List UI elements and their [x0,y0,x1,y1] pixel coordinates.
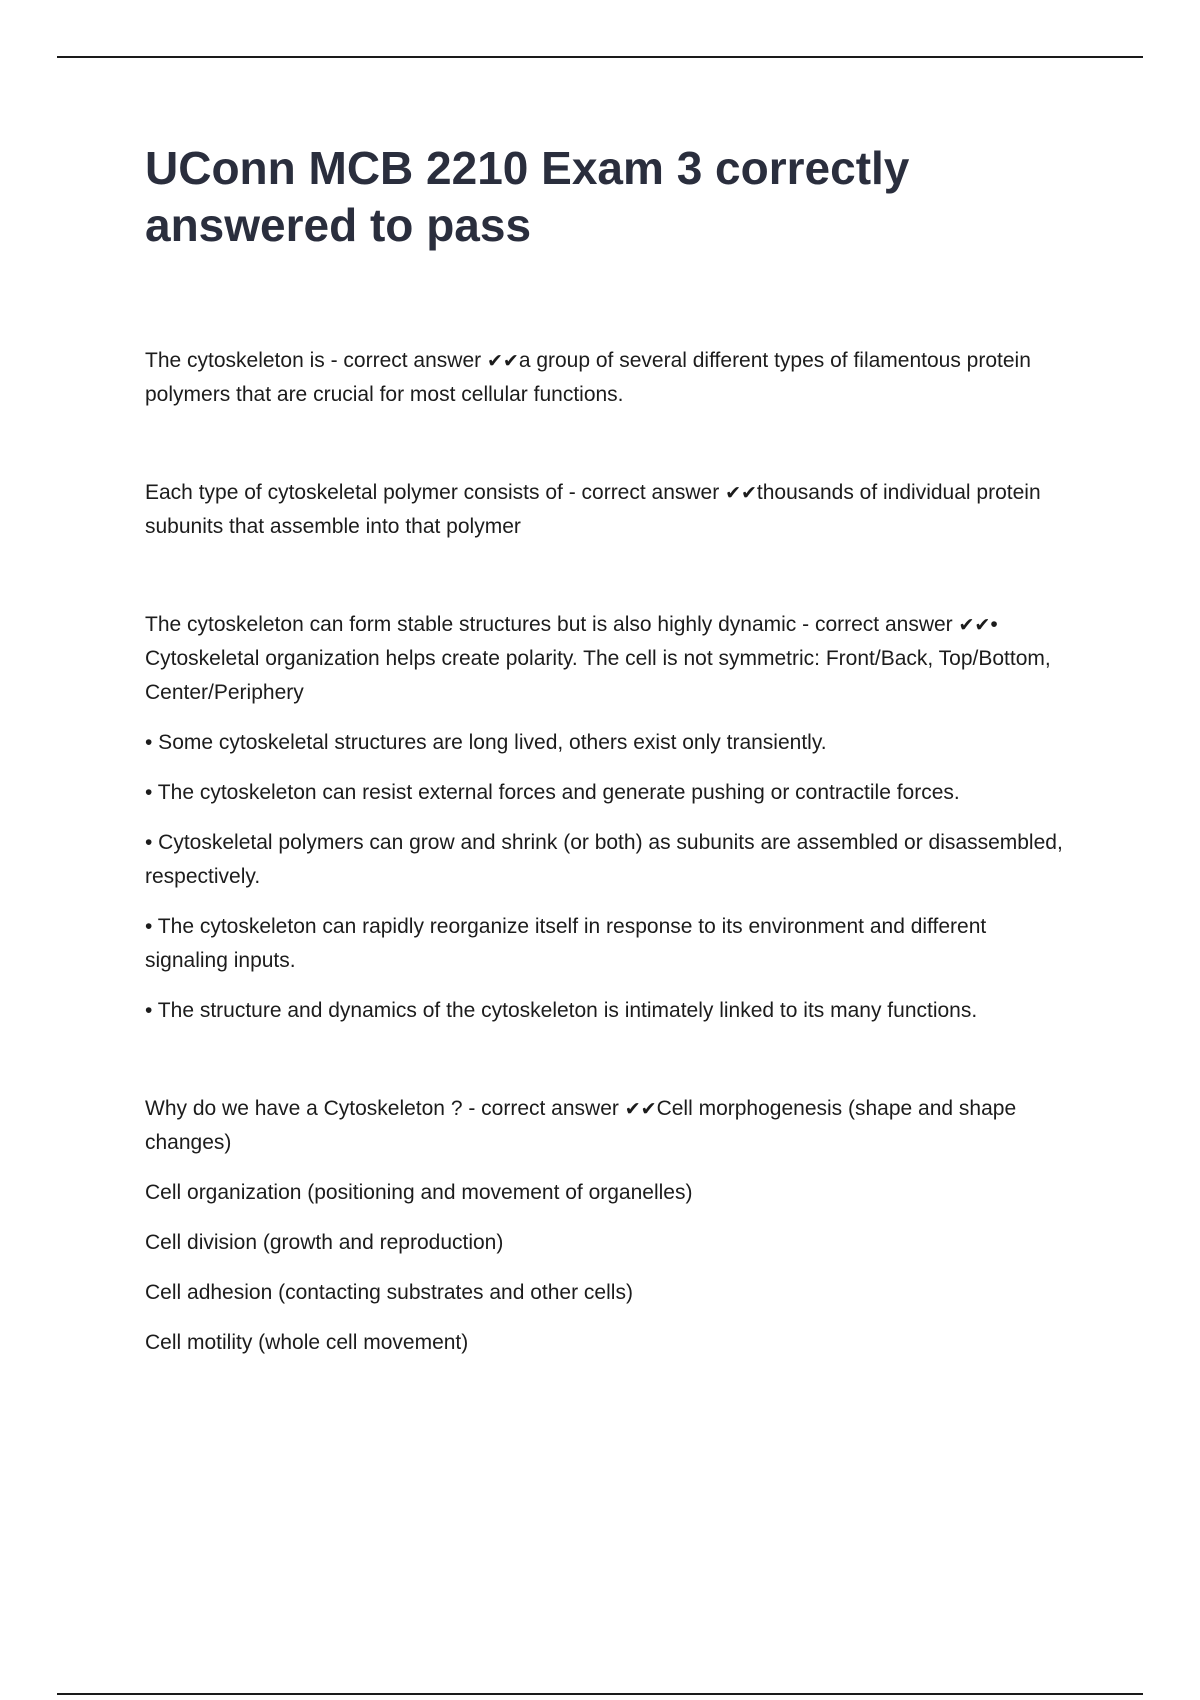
document-body [145,140,1065,1376]
check-mark-icon: ✔✔ [486,350,519,372]
check-mark-icon: ✔✔ [725,482,757,504]
document-title: UConn MCB 2210 Exam 3 correctly answered to pass [145,142,910,251]
top-divider [57,56,1143,58]
qa-question-answer [145,1092,1065,1160]
qa-block-1 [145,344,1065,412]
bottom-divider [57,1693,1143,1695]
answer-bullet: • The cytoskeleton can resist external forces and generate pushing or contractile forces. [145,781,960,804]
qa-question-answer [145,344,1065,412]
qa-block-2 [145,476,1065,544]
answer-text: • Cytoskeletal organization helps create polarity. The cell is not symmetric: Front/Back, Top/Bottom, Center/Periphery [145,613,1051,704]
answer-text: a group of several different types of filamentous protein polymers that are crucial for most cellular functions. [145,349,1031,406]
question-text: Each type of cytoskeletal polymer consists of - correct answer [145,481,726,504]
answer-bullet: • The structure and dynamics of the cytoskeleton is intimately linked to its many functions. [145,999,978,1022]
answer-bullet: • The cytoskeleton can rapidly reorganize itself in response to its environment and different signaling inputs. [145,915,987,972]
qa-block-4 [145,1092,1065,1360]
qa-question-answer [145,608,1065,710]
answer-line: Cell division (growth and reproduction) [145,1231,504,1254]
qa-question-answer [145,476,1065,544]
answer-line: Cell motility (whole cell movement) [145,1331,469,1354]
answer-text: thousands of individual protein subunits that assemble into that polymer [145,481,1041,538]
question-text: Why do we have a Cytoskeleton ? - correct answer [145,1097,625,1120]
answer-line: Cell organization (positioning and movement of organelles) [145,1181,693,1204]
question-text: The cytoskeleton is - correct answer [145,349,487,372]
question-text: The cytoskeleton can form stable structures but is also highly dynamic - correct answer [145,613,959,636]
check-mark-icon: ✔✔ [958,614,991,636]
check-mark-icon: ✔✔ [624,1098,657,1120]
answer-bullet: • Some cytoskeletal structures are long lived, others exist only transiently. [145,731,827,754]
answer-line: Cell adhesion (contacting substrates and other cells) [145,1281,633,1304]
answer-bullet: • Cytoskeletal polymers can grow and shrink (or both) as subunits are assembled or disassembled, respectively. [145,831,1063,888]
qa-block-3 [145,608,1065,1028]
answer-text: Cell morphogenesis (shape and shape changes) [145,1097,1017,1154]
